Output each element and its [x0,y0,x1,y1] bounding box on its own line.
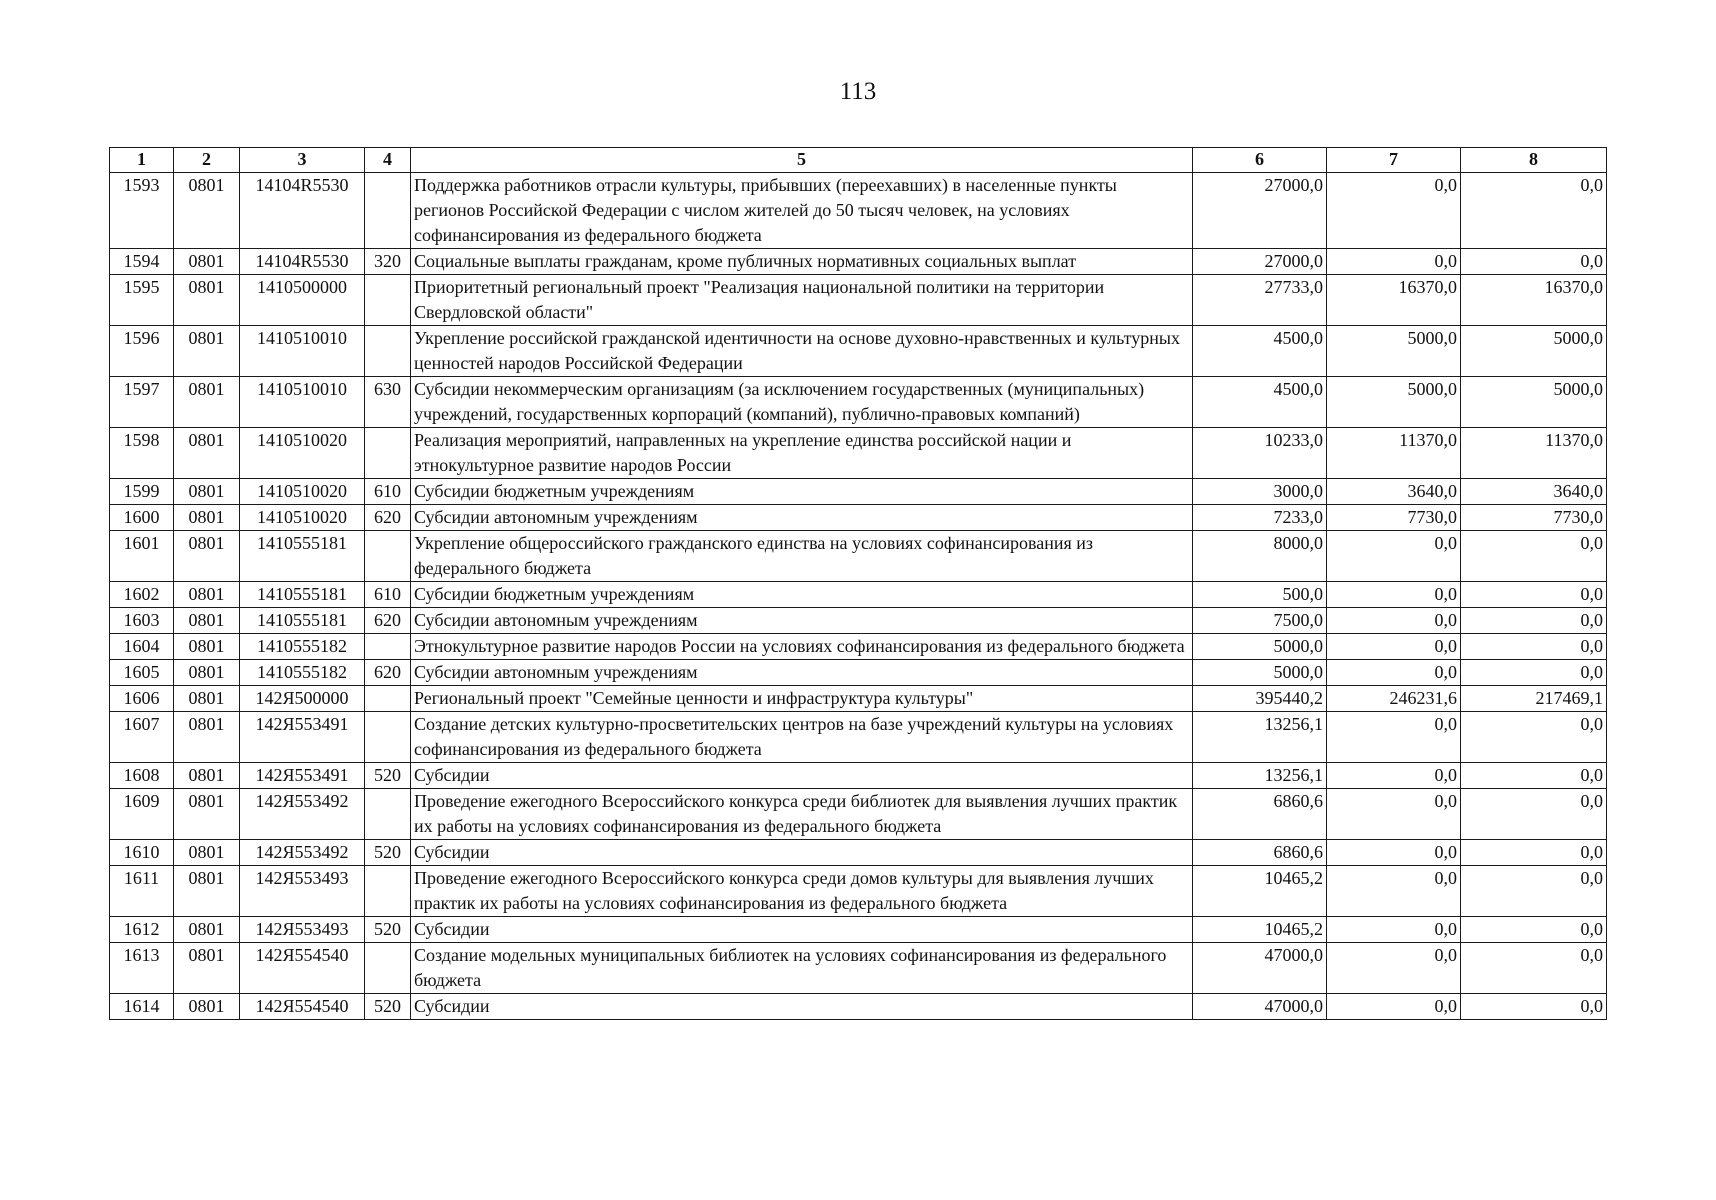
table-row [110,173,1607,249]
section-code-cell: 0801 [174,943,240,994]
amount-col6-cell: 47000,0 [1193,943,1327,994]
item-name-cell: Создание модельных муниципальных библиотек на условиях софинансирования из федерального бюджета [411,943,1193,994]
expense-kind-cell: 610 [365,479,411,505]
amount-col6-cell: 3000,0 [1193,479,1327,505]
table-row [110,789,1607,840]
expense-kind-cell [365,275,411,326]
target-code-cell: 14104R5530 [240,173,365,249]
amount-col7-cell: 0,0 [1327,582,1461,608]
row-number-cell: 1614 [110,994,174,1020]
target-code-cell: 1410510020 [240,428,365,479]
expense-kind-cell: 610 [365,582,411,608]
table-row [110,943,1607,994]
table-row [110,917,1607,943]
section-code-cell: 0801 [174,582,240,608]
page-number: 113 [839,78,877,105]
amount-col7-cell: 0,0 [1327,866,1461,917]
expense-kind-cell [365,866,411,917]
column-header: 8 [1461,148,1607,173]
amount-col6-cell: 10465,2 [1193,917,1327,943]
target-code-cell: 142Я554540 [240,943,365,994]
row-number-cell: 1611 [110,866,174,917]
item-name-cell: Субсидии бюджетным учреждениям [411,582,1193,608]
section-code-cell: 0801 [174,173,240,249]
item-name-cell: Укрепление российской гражданской идентичности на основе духовно-нравственных и культурных ценностей народов Российской Федерации [411,326,1193,377]
target-code-cell: 1410510020 [240,479,365,505]
amount-col6-cell: 7500,0 [1193,608,1327,634]
table-row [110,763,1607,789]
row-number-cell: 1595 [110,275,174,326]
amount-col8-cell: 0,0 [1461,994,1607,1020]
amount-col7-cell: 0,0 [1327,608,1461,634]
target-code-cell: 1410555181 [240,608,365,634]
amount-col8-cell: 0,0 [1461,917,1607,943]
row-number-cell: 1608 [110,763,174,789]
column-header: 2 [174,148,240,173]
column-header: 6 [1193,148,1327,173]
amount-col7-cell: 5000,0 [1327,377,1461,428]
amount-col8-cell: 0,0 [1461,943,1607,994]
section-code-cell: 0801 [174,531,240,582]
expense-kind-cell [365,943,411,994]
section-code-cell: 0801 [174,840,240,866]
amount-col8-cell: 0,0 [1461,582,1607,608]
row-number-cell: 1613 [110,943,174,994]
amount-col6-cell: 47000,0 [1193,994,1327,1020]
amount-col7-cell: 0,0 [1327,173,1461,249]
amount-col8-cell: 0,0 [1461,660,1607,686]
amount-col8-cell: 0,0 [1461,712,1607,763]
table-row [110,505,1607,531]
target-code-cell: 142Я500000 [240,686,365,712]
amount-col6-cell: 13256,1 [1193,712,1327,763]
amount-col8-cell: 0,0 [1461,173,1607,249]
expense-kind-cell [365,173,411,249]
section-code-cell: 0801 [174,994,240,1020]
column-header: 1 [110,148,174,173]
table-row [110,326,1607,377]
target-code-cell: 142Я553491 [240,763,365,789]
amount-col8-cell: 5000,0 [1461,326,1607,377]
amount-col7-cell: 11370,0 [1327,428,1461,479]
section-code-cell: 0801 [174,634,240,660]
target-code-cell: 1410555181 [240,531,365,582]
expense-kind-cell [365,634,411,660]
budget-table [109,147,1607,1020]
amount-col7-cell: 0,0 [1327,249,1461,275]
item-name-cell: Субсидии автономным учреждениям [411,660,1193,686]
amount-col6-cell: 7233,0 [1193,505,1327,531]
target-code-cell: 142Я554540 [240,994,365,1020]
item-name-cell: Социальные выплаты гражданам, кроме публичных нормативных социальных выплат [411,249,1193,275]
target-code-cell: 14104R5530 [240,249,365,275]
expense-kind-cell: 520 [365,763,411,789]
section-code-cell: 0801 [174,608,240,634]
amount-col6-cell: 395440,2 [1193,686,1327,712]
row-number-cell: 1594 [110,249,174,275]
amount-col6-cell: 10233,0 [1193,428,1327,479]
section-code-cell: 0801 [174,917,240,943]
amount-col6-cell: 4500,0 [1193,377,1327,428]
section-code-cell: 0801 [174,660,240,686]
table-row [110,377,1607,428]
item-name-cell: Создание детских культурно-просветительских центров на базе учреждений культуры на условиях софинансирования из федерального бюджета [411,712,1193,763]
target-code-cell: 142Я553493 [240,866,365,917]
amount-col8-cell: 0,0 [1461,634,1607,660]
amount-col7-cell: 0,0 [1327,634,1461,660]
amount-col8-cell: 5000,0 [1461,377,1607,428]
target-code-cell: 142Я553493 [240,917,365,943]
item-name-cell: Проведение ежегодного Всероссийского конкурса среди библиотек для выявления лучших практик их работы на условиях софинансирования из федерального бюджета [411,789,1193,840]
row-number-cell: 1601 [110,531,174,582]
amount-col6-cell: 4500,0 [1193,326,1327,377]
row-number-cell: 1610 [110,840,174,866]
amount-col8-cell: 11370,0 [1461,428,1607,479]
expense-kind-cell [365,686,411,712]
table-row [110,275,1607,326]
item-name-cell: Субсидии [411,840,1193,866]
table-row [110,249,1607,275]
expense-kind-cell: 320 [365,249,411,275]
item-name-cell: Укрепление общероссийского гражданского единства на условиях софинансирования из федерального бюджета [411,531,1193,582]
row-number-cell: 1600 [110,505,174,531]
item-name-cell: Этнокультурное развитие народов России на условиях софинансирования из федерального бюджета [411,634,1193,660]
amount-col7-cell: 246231,6 [1327,686,1461,712]
section-code-cell: 0801 [174,789,240,840]
expense-kind-cell: 520 [365,994,411,1020]
amount-col7-cell: 0,0 [1327,531,1461,582]
table-row [110,479,1607,505]
table-row [110,712,1607,763]
row-number-cell: 1607 [110,712,174,763]
table-row [110,428,1607,479]
row-number-cell: 1609 [110,789,174,840]
section-code-cell: 0801 [174,712,240,763]
table-row [110,994,1607,1020]
table-row [110,840,1607,866]
amount-col6-cell: 500,0 [1193,582,1327,608]
expense-kind-cell [365,326,411,377]
target-code-cell: 142Я553492 [240,840,365,866]
expense-kind-cell: 620 [365,608,411,634]
amount-col6-cell: 27000,0 [1193,173,1327,249]
target-code-cell: 1410510010 [240,377,365,428]
column-header: 5 [411,148,1193,173]
expense-kind-cell [365,428,411,479]
row-number-cell: 1606 [110,686,174,712]
row-number-cell: 1612 [110,917,174,943]
row-number-cell: 1599 [110,479,174,505]
amount-col6-cell: 6860,6 [1193,789,1327,840]
amount-col8-cell: 0,0 [1461,608,1607,634]
table-row [110,866,1607,917]
amount-col7-cell: 0,0 [1327,763,1461,789]
item-name-cell: Субсидии [411,994,1193,1020]
expense-kind-cell: 620 [365,660,411,686]
amount-col8-cell: 0,0 [1461,789,1607,840]
expense-kind-cell: 520 [365,840,411,866]
section-code-cell: 0801 [174,377,240,428]
table-row [110,531,1607,582]
item-name-cell: Проведение ежегодного Всероссийского конкурса среди домов культуры для выявления лучших практик их работы на условиях софинансирования из федерального бюджета [411,866,1193,917]
section-code-cell: 0801 [174,866,240,917]
section-code-cell: 0801 [174,249,240,275]
amount-col7-cell: 0,0 [1327,712,1461,763]
item-name-cell: Субсидии [411,763,1193,789]
amount-col7-cell: 0,0 [1327,840,1461,866]
amount-col7-cell: 7730,0 [1327,505,1461,531]
amount-col7-cell: 5000,0 [1327,326,1461,377]
amount-col7-cell: 0,0 [1327,917,1461,943]
row-number-cell: 1598 [110,428,174,479]
table-row [110,686,1607,712]
section-code-cell: 0801 [174,326,240,377]
target-code-cell: 1410510010 [240,326,365,377]
amount-col8-cell: 217469,1 [1461,686,1607,712]
column-header: 4 [365,148,411,173]
expense-kind-cell: 520 [365,917,411,943]
amount-col8-cell: 0,0 [1461,866,1607,917]
item-name-cell: Реализация мероприятий, направленных на укрепление единства российской нации и этнокультурное развитие народов России [411,428,1193,479]
amount-col6-cell: 6860,6 [1193,840,1327,866]
expense-kind-cell [365,789,411,840]
row-number-cell: 1597 [110,377,174,428]
row-number-cell: 1602 [110,582,174,608]
amount-col7-cell: 0,0 [1327,994,1461,1020]
section-code-cell: 0801 [174,428,240,479]
item-name-cell: Субсидии бюджетным учреждениям [411,479,1193,505]
row-number-cell: 1604 [110,634,174,660]
expense-kind-cell [365,712,411,763]
item-name-cell: Субсидии автономным учреждениям [411,505,1193,531]
table-row [110,660,1607,686]
column-header: 7 [1327,148,1461,173]
item-name-cell: Субсидии автономным учреждениям [411,608,1193,634]
amount-col8-cell: 0,0 [1461,840,1607,866]
amount-col6-cell: 27733,0 [1193,275,1327,326]
target-code-cell: 142Я553492 [240,789,365,840]
target-code-cell: 1410555182 [240,660,365,686]
target-code-cell: 142Я553491 [240,712,365,763]
table-row [110,582,1607,608]
amount-col8-cell: 0,0 [1461,249,1607,275]
amount-col6-cell: 27000,0 [1193,249,1327,275]
section-code-cell: 0801 [174,479,240,505]
amount-col6-cell: 10465,2 [1193,866,1327,917]
row-number-cell: 1603 [110,608,174,634]
item-name-cell: Поддержка работников отрасли культуры, прибывших (переехавших) в населенные пункты регионов Российской Федерации с числом жителей до 50 тысяч человек, на условиях софинансирования из федерального бюджета [411,173,1193,249]
table-row [110,608,1607,634]
amount-col6-cell: 8000,0 [1193,531,1327,582]
row-number-cell: 1593 [110,173,174,249]
target-code-cell: 1410510020 [240,505,365,531]
expense-kind-cell: 620 [365,505,411,531]
amount-col8-cell: 16370,0 [1461,275,1607,326]
expense-kind-cell [365,531,411,582]
row-number-cell: 1605 [110,660,174,686]
item-name-cell: Субсидии некоммерческим организациям (за исключением государственных (муниципальных) учреждений, государственных корпораций (компаний), публично-правовых компаний) [411,377,1193,428]
table-body [110,173,1607,1020]
section-code-cell: 0801 [174,686,240,712]
section-code-cell: 0801 [174,505,240,531]
item-name-cell: Субсидии [411,917,1193,943]
item-name-cell: Приоритетный региональный проект "Реализация национальной политики на территории Свердловской области" [411,275,1193,326]
section-code-cell: 0801 [174,275,240,326]
column-header: 3 [240,148,365,173]
target-code-cell: 1410555181 [240,582,365,608]
item-name-cell: Региональный проект "Семейные ценности и инфраструктура культуры" [411,686,1193,712]
section-code-cell: 0801 [174,763,240,789]
target-code-cell: 1410555182 [240,634,365,660]
amount-col8-cell: 7730,0 [1461,505,1607,531]
table-row [110,634,1607,660]
amount-col6-cell: 5000,0 [1193,660,1327,686]
amount-col7-cell: 0,0 [1327,943,1461,994]
amount-col8-cell: 3640,0 [1461,479,1607,505]
header-row [110,148,1607,173]
row-number-cell: 1596 [110,326,174,377]
amount-col7-cell: 0,0 [1327,660,1461,686]
amount-col7-cell: 16370,0 [1327,275,1461,326]
amount-col7-cell: 3640,0 [1327,479,1461,505]
amount-col6-cell: 5000,0 [1193,634,1327,660]
amount-col8-cell: 0,0 [1461,531,1607,582]
target-code-cell: 1410500000 [240,275,365,326]
expense-kind-cell: 630 [365,377,411,428]
amount-col7-cell: 0,0 [1327,789,1461,840]
amount-col8-cell: 0,0 [1461,763,1607,789]
amount-col6-cell: 13256,1 [1193,763,1327,789]
